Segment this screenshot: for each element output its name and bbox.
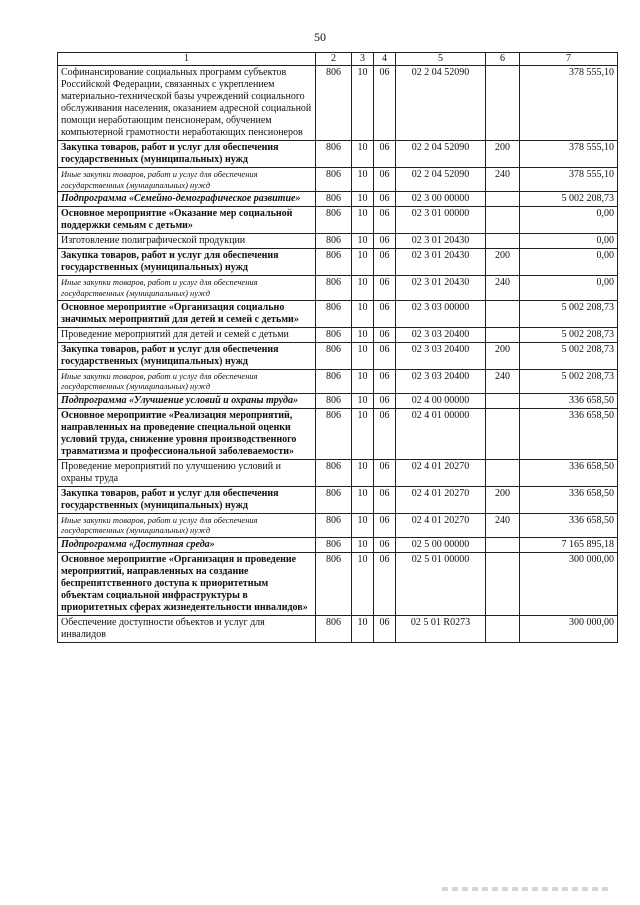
row-expense-type [486, 553, 520, 616]
row-amount: 0,00 [520, 249, 618, 276]
row-subsection: 06 [374, 486, 396, 513]
col-header: 7 [520, 53, 618, 66]
row-expense-type [486, 234, 520, 249]
row-section: 10 [352, 408, 374, 459]
row-target-code: 02 3 03 20400 [396, 327, 486, 342]
row-subsection: 06 [374, 393, 396, 408]
row-ministry-code: 806 [316, 616, 352, 643]
row-ministry-code: 806 [316, 459, 352, 486]
row-amount: 336 658,50 [520, 408, 618, 459]
table-header-row [58, 53, 618, 66]
row-section: 10 [352, 616, 374, 643]
row-target-code: 02 2 04 52090 [396, 168, 486, 192]
row-section: 10 [352, 234, 374, 249]
row-expense-type [486, 616, 520, 643]
table-row [58, 342, 618, 369]
row-ministry-code: 806 [316, 192, 352, 207]
table-body [58, 66, 618, 643]
row-subsection: 06 [374, 459, 396, 486]
row-amount: 378 555,10 [520, 66, 618, 141]
table-row [58, 276, 618, 300]
row-section: 10 [352, 207, 374, 234]
row-ministry-code: 806 [316, 538, 352, 553]
row-target-code: 02 5 00 00000 [396, 538, 486, 553]
table-row [58, 141, 618, 168]
row-section: 10 [352, 141, 374, 168]
row-description: Иные закупки товаров, работ и услуг для обеспечения государственных (муниципальных) нужд [58, 513, 316, 537]
table-row [58, 249, 618, 276]
row-expense-type: 200 [486, 141, 520, 168]
row-description: Иные закупки товаров, работ и услуг для обеспечения государственных (муниципальных) нужд [58, 369, 316, 393]
row-description: Иные закупки товаров, работ и услуг для обеспечения государственных (муниципальных) нужд [58, 276, 316, 300]
row-expense-type: 240 [486, 513, 520, 537]
row-section: 10 [352, 513, 374, 537]
row-subsection: 06 [374, 342, 396, 369]
row-expense-type: 200 [486, 486, 520, 513]
row-target-code: 02 3 01 20430 [396, 276, 486, 300]
row-amount: 336 658,50 [520, 486, 618, 513]
row-amount: 5 002 208,73 [520, 369, 618, 393]
row-amount: 336 658,50 [520, 459, 618, 486]
row-amount: 5 002 208,73 [520, 300, 618, 327]
row-amount: 336 658,50 [520, 513, 618, 537]
scan-artifact [442, 887, 612, 891]
row-target-code: 02 4 01 20270 [396, 459, 486, 486]
row-section: 10 [352, 342, 374, 369]
row-description: Изготовление полиграфической продукции [58, 234, 316, 249]
col-header: 6 [486, 53, 520, 66]
row-ministry-code: 806 [316, 369, 352, 393]
row-amount: 7 165 895,18 [520, 538, 618, 553]
row-description: Софинансирование социальных программ субъектов Российской Федерации, связанных с укреплением материально-технической базы учреждений социального обслуживания населения, оказанием адресной социальной помощи неработающим пенсионерам, обучением компьютерной грамотности неработающих пенсионеров [58, 66, 316, 141]
row-amount: 378 555,10 [520, 141, 618, 168]
row-ministry-code: 806 [316, 486, 352, 513]
row-subsection: 06 [374, 327, 396, 342]
row-target-code: 02 2 04 52090 [396, 141, 486, 168]
row-section: 10 [352, 553, 374, 616]
row-subsection: 06 [374, 300, 396, 327]
row-subsection: 06 [374, 538, 396, 553]
row-expense-type: 200 [486, 249, 520, 276]
row-description: Закупка товаров, работ и услуг для обеспечения государственных (муниципальных) нужд [58, 486, 316, 513]
row-amount: 5 002 208,73 [520, 342, 618, 369]
row-subsection: 06 [374, 207, 396, 234]
row-ministry-code: 806 [316, 300, 352, 327]
col-header: 5 [396, 53, 486, 66]
row-target-code: 02 4 01 00000 [396, 408, 486, 459]
row-ministry-code: 806 [316, 141, 352, 168]
row-target-code: 02 5 01 R0273 [396, 616, 486, 643]
table-row [58, 408, 618, 459]
table-row [58, 168, 618, 192]
table-row [58, 459, 618, 486]
table-row [58, 513, 618, 537]
row-subsection: 06 [374, 192, 396, 207]
col-header: 1 [58, 53, 316, 66]
row-amount: 0,00 [520, 276, 618, 300]
table-row [58, 553, 618, 616]
row-expense-type: 240 [486, 369, 520, 393]
row-description: Подпрограмма «Семейно-демографическое развитие» [58, 192, 316, 207]
row-subsection: 06 [374, 513, 396, 537]
page-number: 50 [314, 30, 326, 44]
row-expense-type [486, 192, 520, 207]
row-section: 10 [352, 486, 374, 513]
row-expense-type [486, 327, 520, 342]
row-description: Иные закупки товаров, работ и услуг для обеспечения государственных (муниципальных) нужд [58, 168, 316, 192]
table-row [58, 300, 618, 327]
row-description: Закупка товаров, работ и услуг для обеспечения государственных (муниципальных) нужд [58, 141, 316, 168]
row-expense-type [486, 66, 520, 141]
row-description: Основное мероприятие «Реализация мероприятий, направленных на проведение специальной оценки условий труда, снижение уровня производственного травматизма и профессиональной заболеваемости» [58, 408, 316, 459]
row-description: Проведение мероприятий для детей и семей с детьми [58, 327, 316, 342]
row-expense-type: 240 [486, 276, 520, 300]
table-row [58, 327, 618, 342]
row-expense-type [486, 538, 520, 553]
table-row [58, 66, 618, 141]
row-section: 10 [352, 538, 374, 553]
row-amount: 300 000,00 [520, 616, 618, 643]
row-subsection: 06 [374, 168, 396, 192]
row-subsection: 06 [374, 553, 396, 616]
row-amount: 336 658,50 [520, 393, 618, 408]
row-target-code: 02 3 03 00000 [396, 300, 486, 327]
row-description: Основное мероприятие «Организация и проведение мероприятий, направленных на создание беспрепятственного доступа к приоритетным объектам социальной инфраструктуры в приоритетных сферах жизнедеятельности инвалидов» [58, 553, 316, 616]
row-target-code: 02 4 01 20270 [396, 513, 486, 537]
row-ministry-code: 806 [316, 393, 352, 408]
row-expense-type [486, 393, 520, 408]
row-section: 10 [352, 327, 374, 342]
row-target-code: 02 3 01 00000 [396, 207, 486, 234]
row-subsection: 06 [374, 249, 396, 276]
row-subsection: 06 [374, 369, 396, 393]
row-section: 10 [352, 459, 374, 486]
table-row [58, 538, 618, 553]
row-subsection: 06 [374, 66, 396, 141]
row-description: Подпрограмма «Улучшение условий и охраны труда» [58, 393, 316, 408]
table-row [58, 393, 618, 408]
row-target-code: 02 5 01 00000 [396, 553, 486, 616]
row-target-code: 02 3 01 20430 [396, 234, 486, 249]
row-description: Основное мероприятие «Оказание мер социальной поддержки семьям с детьми» [58, 207, 316, 234]
table-row [58, 192, 618, 207]
row-target-code: 02 4 01 20270 [396, 486, 486, 513]
row-target-code: 02 4 00 00000 [396, 393, 486, 408]
row-expense-type: 200 [486, 342, 520, 369]
row-description: Обеспечение доступности объектов и услуг для инвалидов [58, 616, 316, 643]
row-expense-type [486, 300, 520, 327]
row-amount: 0,00 [520, 234, 618, 249]
table-row [58, 616, 618, 643]
row-description: Закупка товаров, работ и услуг для обеспечения государственных (муниципальных) нужд [58, 249, 316, 276]
row-ministry-code: 806 [316, 553, 352, 616]
row-subsection: 06 [374, 408, 396, 459]
row-target-code: 02 3 01 20430 [396, 249, 486, 276]
row-description: Основное мероприятие «Организация социально значимых мероприятий для детей и семей с детьми» [58, 300, 316, 327]
row-amount: 5 002 208,73 [520, 327, 618, 342]
table-row [58, 369, 618, 393]
row-ministry-code: 806 [316, 249, 352, 276]
table-row [58, 486, 618, 513]
row-ministry-code: 806 [316, 234, 352, 249]
row-amount: 300 000,00 [520, 553, 618, 616]
col-header: 3 [352, 53, 374, 66]
row-section: 10 [352, 168, 374, 192]
row-subsection: 06 [374, 234, 396, 249]
row-target-code: 02 2 04 52090 [396, 66, 486, 141]
row-ministry-code: 806 [316, 66, 352, 141]
budget-table [57, 52, 618, 643]
row-ministry-code: 806 [316, 513, 352, 537]
row-expense-type: 240 [486, 168, 520, 192]
table-row [58, 234, 618, 249]
row-section: 10 [352, 249, 374, 276]
row-section: 10 [352, 192, 374, 207]
row-section: 10 [352, 66, 374, 141]
row-section: 10 [352, 393, 374, 408]
col-header: 4 [374, 53, 396, 66]
row-amount: 5 002 208,73 [520, 192, 618, 207]
row-subsection: 06 [374, 141, 396, 168]
row-expense-type [486, 408, 520, 459]
row-ministry-code: 806 [316, 342, 352, 369]
row-subsection: 06 [374, 616, 396, 643]
row-section: 10 [352, 300, 374, 327]
row-ministry-code: 806 [316, 276, 352, 300]
row-amount: 378 555,10 [520, 168, 618, 192]
row-ministry-code: 806 [316, 327, 352, 342]
row-ministry-code: 806 [316, 168, 352, 192]
row-expense-type [486, 459, 520, 486]
row-description: Проведение мероприятий по улучшению условий и охраны труда [58, 459, 316, 486]
row-ministry-code: 806 [316, 207, 352, 234]
row-section: 10 [352, 369, 374, 393]
row-ministry-code: 806 [316, 408, 352, 459]
col-header: 2 [316, 53, 352, 66]
row-target-code: 02 3 03 20400 [396, 342, 486, 369]
row-expense-type [486, 207, 520, 234]
row-amount: 0,00 [520, 207, 618, 234]
row-subsection: 06 [374, 276, 396, 300]
row-target-code: 02 3 03 20400 [396, 369, 486, 393]
row-description: Закупка товаров, работ и услуг для обеспечения государственных (муниципальных) нужд [58, 342, 316, 369]
table-row [58, 207, 618, 234]
row-target-code: 02 3 00 00000 [396, 192, 486, 207]
row-description: Подпрограмма «Доступная среда» [58, 538, 316, 553]
row-section: 10 [352, 276, 374, 300]
